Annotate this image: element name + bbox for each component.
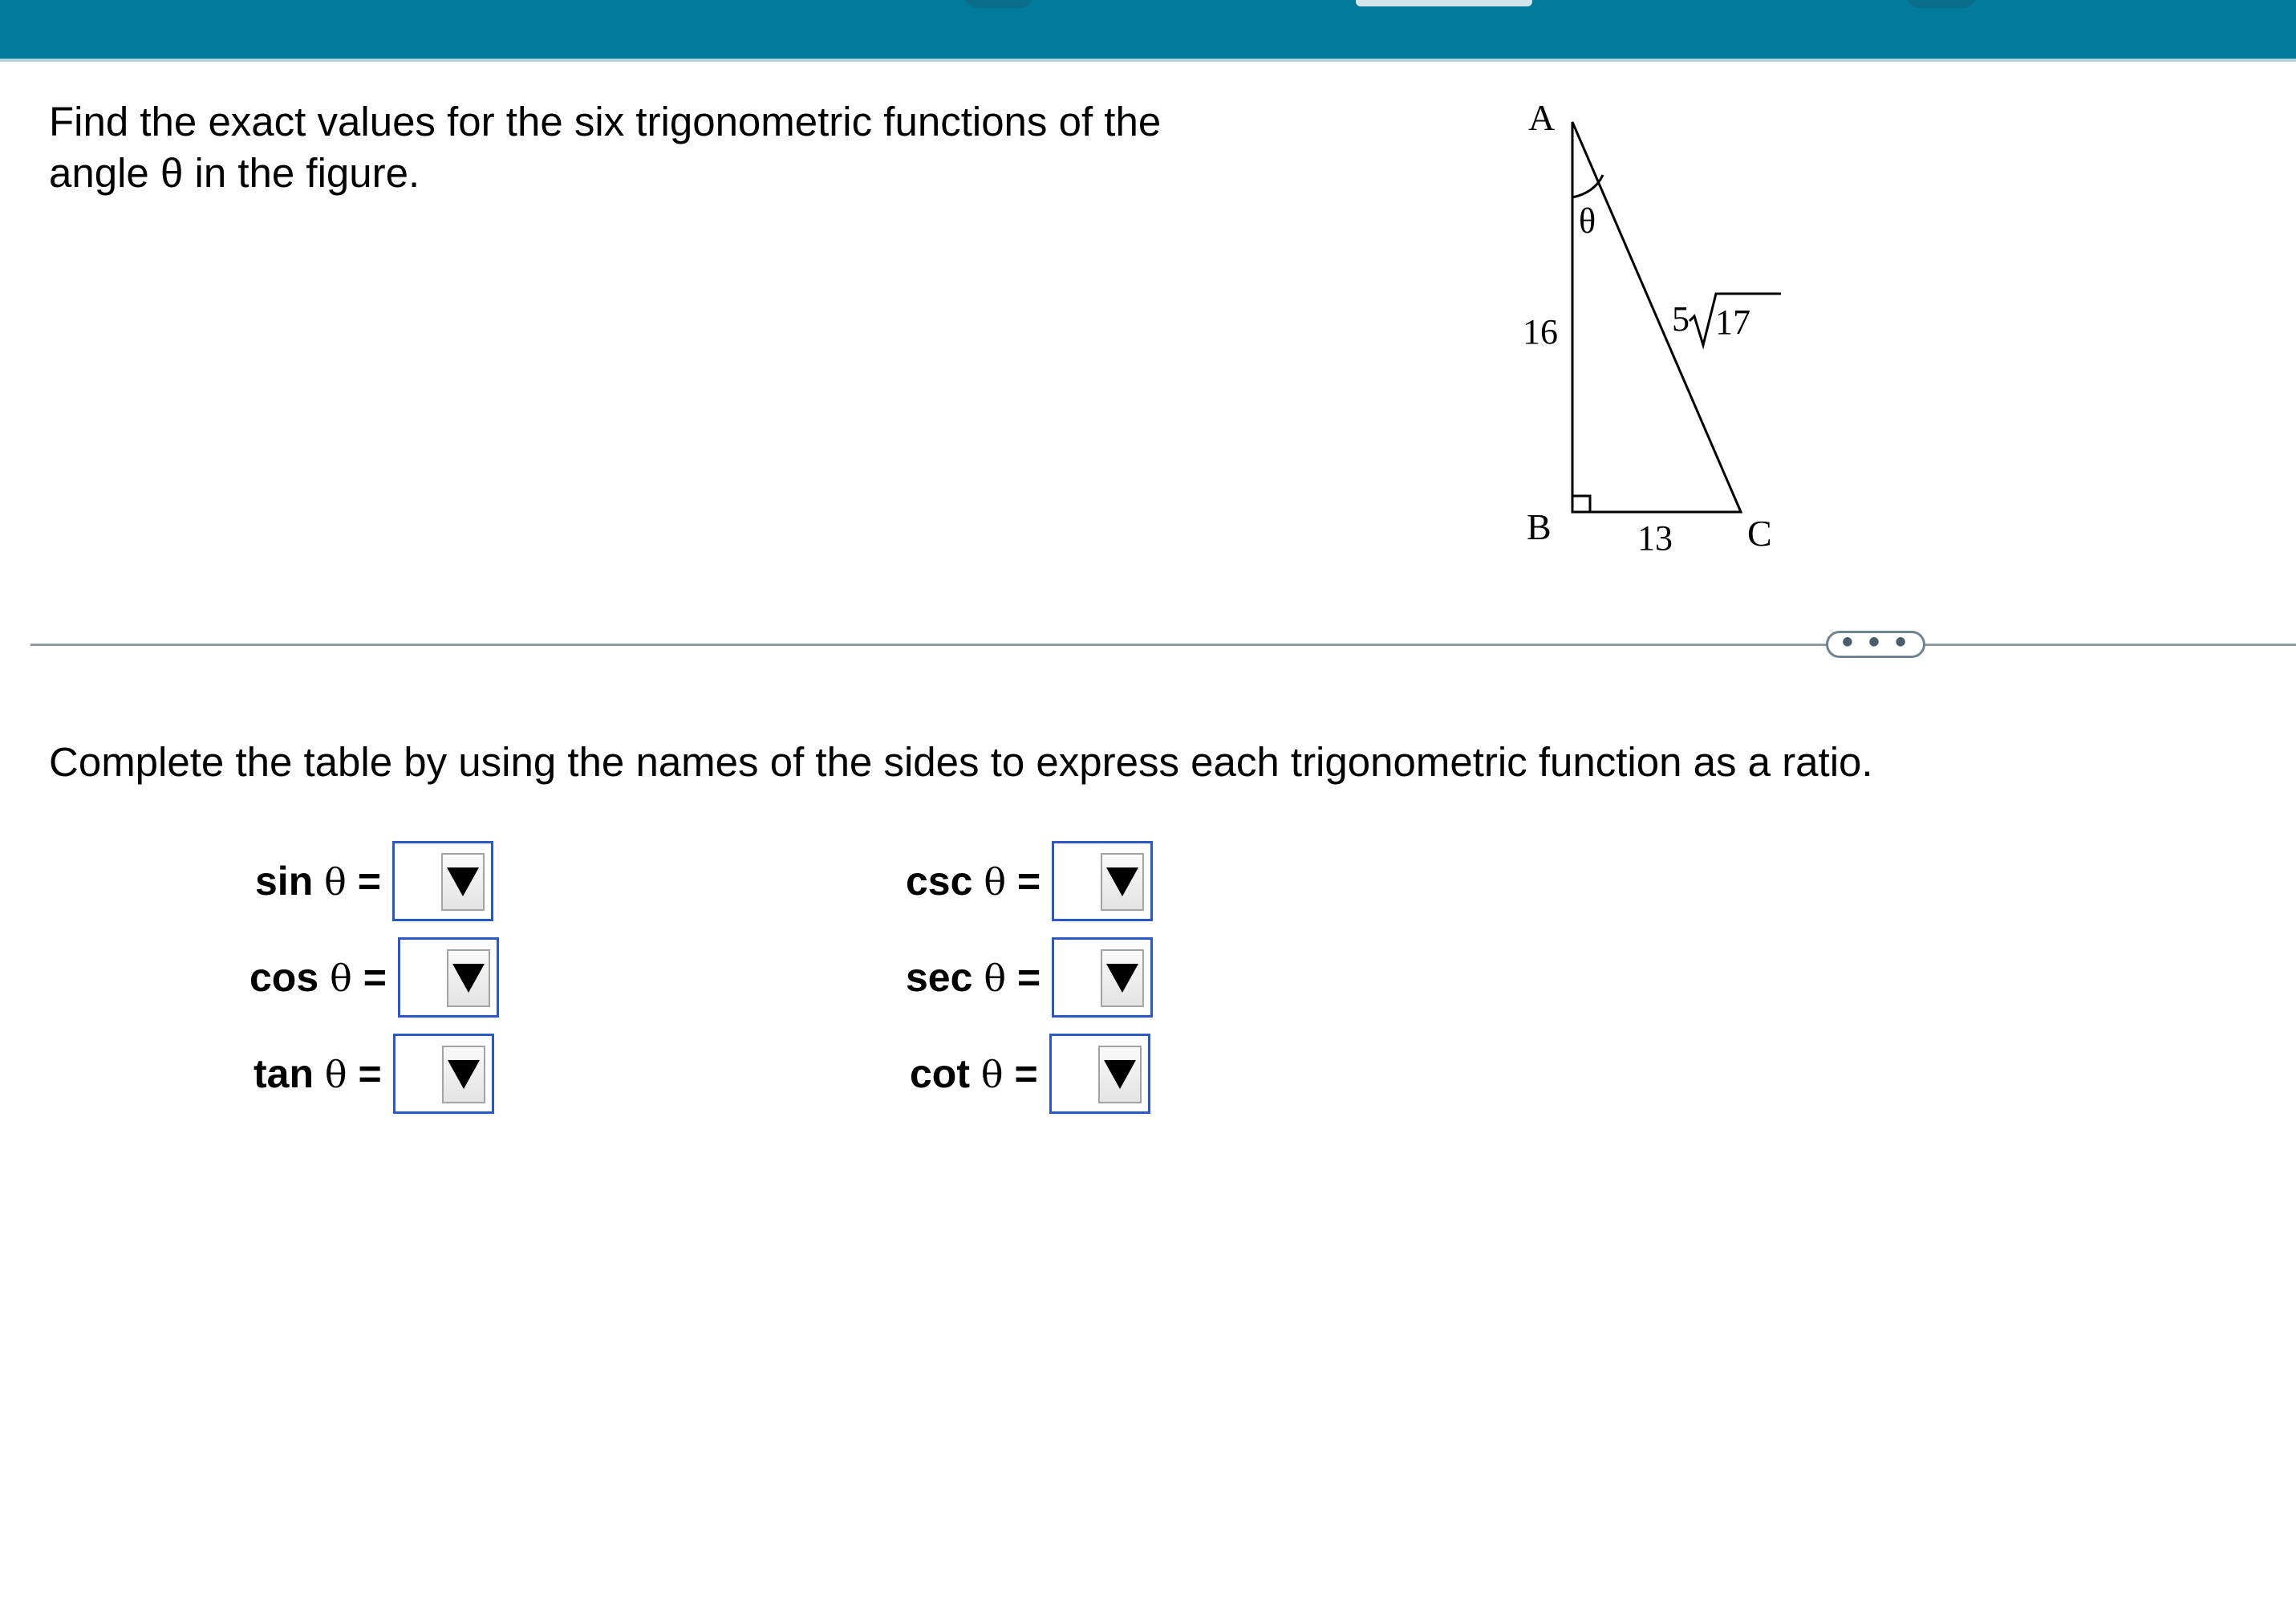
caret-down-icon bbox=[1104, 1060, 1136, 1089]
angle-arc bbox=[1572, 175, 1603, 197]
caret-down-icon bbox=[448, 1060, 480, 1089]
csc-dropdown-toggle[interactable] bbox=[1101, 853, 1144, 911]
tan-label: tan θ = bbox=[254, 1051, 382, 1096]
sin-dropdown-toggle[interactable] bbox=[441, 853, 485, 911]
sin-label: sin θ = bbox=[255, 859, 381, 904]
csc-label: csc θ = bbox=[906, 859, 1041, 904]
vertex-label-c: C bbox=[1747, 513, 1772, 554]
cot-answer-dropdown[interactable] bbox=[1049, 1034, 1150, 1114]
side-ab-label: 16 bbox=[1523, 312, 1558, 351]
problem-line-1: Find the exact values for the six trigonometric functions of the bbox=[49, 99, 1162, 144]
csc-answer-dropdown[interactable] bbox=[1052, 841, 1153, 921]
cot-dropdown-toggle[interactable] bbox=[1098, 1046, 1142, 1103]
instruction-text: Complete the table by using the names of the sides to express each trigonometric function as a ratio. bbox=[49, 739, 1873, 785]
cos-answer-dropdown[interactable] bbox=[398, 937, 499, 1018]
problem-statement bbox=[49, 96, 1252, 199]
side-bc-label: 13 bbox=[1637, 518, 1673, 558]
angle-theta-label: θ bbox=[1579, 201, 1596, 241]
right-angle-marker bbox=[1572, 496, 1590, 512]
nav-forward-button[interactable] bbox=[1905, 0, 1978, 8]
caret-down-icon bbox=[447, 867, 479, 896]
problem-line-2: angle θ in the figure. bbox=[49, 150, 420, 196]
cos-row bbox=[249, 937, 499, 1018]
csc-row bbox=[906, 841, 1153, 921]
header-title-fragment bbox=[1356, 0, 1532, 6]
vertex-label-b: B bbox=[1527, 506, 1552, 547]
header-bar bbox=[0, 0, 2296, 62]
cos-dropdown-toggle[interactable] bbox=[447, 949, 490, 1007]
cos-label: cos θ = bbox=[249, 955, 387, 1000]
caret-down-icon bbox=[452, 964, 485, 993]
nav-back-button[interactable] bbox=[963, 0, 1035, 8]
sec-row bbox=[906, 937, 1153, 1018]
sin-answer-dropdown[interactable] bbox=[392, 841, 493, 921]
more-options-button[interactable]: • • • bbox=[1826, 631, 1925, 658]
sin-row bbox=[255, 841, 493, 921]
vertex-label-a: A bbox=[1528, 97, 1556, 138]
tan-row bbox=[254, 1034, 494, 1114]
section-divider bbox=[30, 644, 2296, 646]
hypotenuse-coefficient: 5 bbox=[1672, 299, 1690, 339]
sec-dropdown-toggle[interactable] bbox=[1101, 949, 1144, 1007]
caret-down-icon bbox=[1106, 964, 1138, 993]
cot-label: cot θ = bbox=[910, 1051, 1038, 1096]
triangle-figure bbox=[1492, 88, 1813, 570]
cot-row bbox=[910, 1034, 1150, 1114]
tan-dropdown-toggle[interactable] bbox=[442, 1046, 485, 1103]
sec-answer-dropdown[interactable] bbox=[1052, 937, 1153, 1018]
hypotenuse-radicand: 17 bbox=[1715, 303, 1750, 342]
triangle-diagram bbox=[1492, 88, 1813, 570]
tan-answer-dropdown[interactable] bbox=[393, 1034, 494, 1114]
sec-label: sec θ = bbox=[906, 955, 1041, 1000]
caret-down-icon bbox=[1106, 867, 1138, 896]
